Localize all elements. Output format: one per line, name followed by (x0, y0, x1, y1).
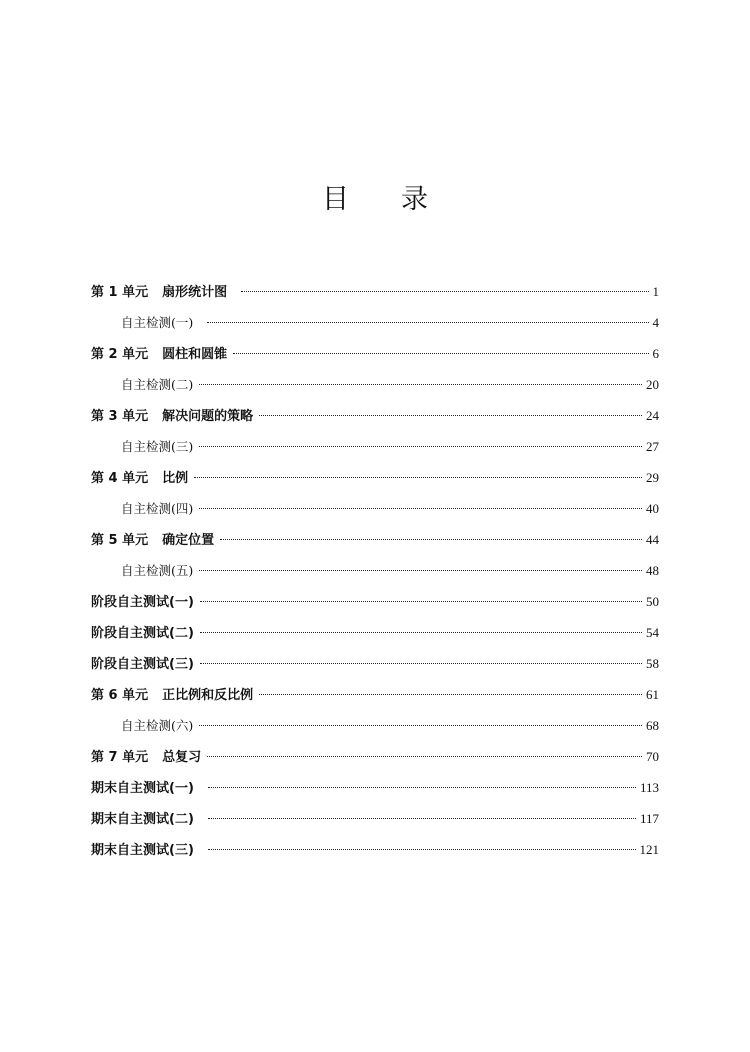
page-title (0, 177, 750, 216)
toc-entry-label: 自主检测(二) (121, 377, 194, 392)
toc-page-number: 58 (646, 656, 659, 671)
toc-page-number: 54 (646, 625, 659, 640)
dot-leader (200, 601, 642, 602)
toc-entry-label: 期末自主测试(二) (91, 812, 194, 827)
dot-leader (199, 508, 642, 509)
toc-unit-number: 第 7 单元 (91, 750, 149, 765)
toc-entry[interactable] (91, 745, 659, 776)
toc-page-number: 6 (652, 346, 659, 361)
toc-subentry[interactable] (91, 373, 659, 404)
toc-page-number: 117 (639, 811, 659, 826)
toc-unit-number: 第 3 单元 (91, 409, 149, 424)
toc-page-number: 61 (646, 687, 659, 702)
toc-subentry[interactable] (91, 559, 659, 590)
toc-page-number: 113 (639, 780, 659, 795)
toc-entry-label: 自主检测(五) (121, 563, 194, 578)
toc-entry-label: 自主检测(三) (121, 439, 194, 454)
toc-entry-label: 解决问题的策略 (162, 409, 254, 424)
dot-leader (208, 849, 636, 850)
toc-entry[interactable] (91, 466, 659, 497)
toc-subentry[interactable] (91, 435, 659, 466)
toc-entry-label: 自主检测(一) (121, 315, 194, 330)
toc-subentry[interactable] (91, 714, 659, 745)
toc-entry-label: 扇形统计图 (162, 285, 228, 300)
toc-entry-label: 圆柱和圆锥 (162, 347, 228, 362)
dot-leader (220, 539, 642, 540)
toc-page-number: 68 (646, 718, 659, 733)
toc-page-number: 50 (646, 594, 659, 609)
toc-entry-label: 比例 (162, 471, 189, 486)
toc-entry[interactable] (91, 807, 659, 838)
toc-subentry[interactable] (91, 497, 659, 528)
toc-entry-label: 期末自主测试(三) (91, 843, 194, 858)
toc-entry-label: 阶段自主测试(二) (91, 626, 194, 641)
toc-entry-label: 自主检测(四) (121, 501, 194, 516)
toc-entry[interactable] (91, 590, 659, 621)
toc-page-number: 48 (646, 563, 659, 578)
toc-entry[interactable] (91, 280, 659, 311)
title-char-2: 录 (401, 184, 428, 215)
toc-page-number: 121 (639, 842, 659, 857)
toc-entry-label: 期末自主测试(一) (91, 781, 194, 796)
toc-subentry[interactable] (91, 311, 659, 342)
toc-entry[interactable] (91, 838, 659, 869)
toc-entry[interactable] (91, 776, 659, 807)
dot-leader (199, 384, 642, 385)
dot-leader (259, 694, 642, 695)
toc-unit-number: 第 1 单元 (91, 285, 149, 300)
dot-leader (233, 353, 648, 354)
dot-leader (199, 446, 642, 447)
dot-leader (259, 415, 642, 416)
dot-leader (208, 818, 636, 819)
toc-entry-label: 正比例和反比例 (162, 688, 254, 703)
toc-unit-number: 第 5 单元 (91, 533, 149, 548)
dot-leader (207, 756, 642, 757)
dot-leader (241, 291, 648, 292)
toc-entry-label: 总复习 (162, 750, 202, 765)
toc-entry[interactable] (91, 404, 659, 435)
toc-entry[interactable] (91, 621, 659, 652)
dot-leader (199, 725, 642, 726)
dot-leader (207, 322, 648, 323)
toc-page-number: 70 (646, 749, 659, 764)
dot-leader (199, 570, 642, 571)
table-of-contents (91, 280, 659, 869)
toc-entry[interactable] (91, 528, 659, 559)
toc-unit-number: 第 6 单元 (91, 688, 149, 703)
toc-page-number: 44 (646, 532, 659, 547)
toc-page-number: 29 (646, 470, 659, 485)
dot-leader (200, 632, 642, 633)
toc-page-number: 4 (652, 315, 659, 330)
toc-page-number: 20 (646, 377, 659, 392)
toc-entry[interactable] (91, 652, 659, 683)
toc-entry-label: 确定位置 (162, 533, 215, 548)
toc-entry[interactable] (91, 683, 659, 714)
toc-entry-label: 阶段自主测试(一) (91, 595, 194, 610)
toc-page-number: 24 (646, 408, 659, 423)
dot-leader (200, 663, 642, 664)
toc-entry[interactable] (91, 342, 659, 373)
toc-entry-label: 自主检测(六) (121, 718, 194, 733)
toc-unit-number: 第 4 单元 (91, 471, 149, 486)
toc-page-number: 1 (652, 284, 659, 299)
toc-unit-number: 第 2 单元 (91, 347, 149, 362)
toc-entry-label: 阶段自主测试(三) (91, 657, 194, 672)
toc-page-number: 40 (646, 501, 659, 516)
title-char-1: 目 (322, 184, 349, 215)
dot-leader (194, 477, 642, 478)
toc-page-number: 27 (646, 439, 659, 454)
dot-leader (208, 787, 636, 788)
